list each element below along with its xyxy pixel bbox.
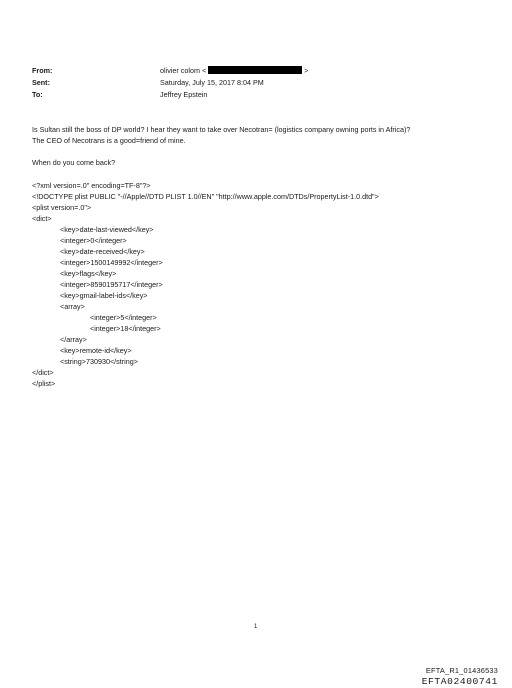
- plist-line: <key>date-last-viewed</key>: [60, 225, 154, 234]
- body-line-1: Is Sultan still the boss of DP world? I hear they want to take over Necotran= (logistics company owning ports in Africa)?: [32, 125, 411, 134]
- plist-line: <!DOCTYPE plist PUBLIC "-//Apple//DTD PLIST 1.0//EN" "http://www.apple.com/DTDs/PropertyList-1.0.dtd">: [32, 192, 379, 201]
- from-label: From:: [32, 66, 53, 75]
- bates-number-primary: EFTA_R1_01436533: [425, 666, 498, 675]
- bates-number-secondary: EFTA02400741: [421, 676, 498, 687]
- body-line-2: The CEO of Necotrans is a good=friend of mine.: [32, 136, 186, 145]
- sent-label: Sent:: [32, 78, 50, 87]
- plist-line: <?xml version=.0" encoding=TF-8"?>: [32, 181, 151, 190]
- plist-line: <integer>5</integer>: [90, 313, 157, 322]
- plist-line: <integer>8590195717</integer>: [60, 280, 163, 289]
- plist-line: <key>date-received</key>: [60, 247, 145, 256]
- to-value: Jeffrey Epstein: [160, 90, 208, 99]
- plist-line: <integer>1500149992</integer>: [60, 258, 163, 267]
- plist-line: <dict>: [32, 214, 52, 223]
- plist-line: <key>remote-id</key>: [60, 346, 132, 355]
- sent-value: Saturday, July 15, 2017 8:04 PM: [160, 78, 264, 87]
- plist-line: <integer>0</integer>: [60, 236, 127, 245]
- plist-line: <string>730930</string>: [60, 357, 138, 366]
- from-name: olivier colom <: [160, 66, 207, 75]
- redaction-block: [208, 66, 302, 74]
- plist-line: </plist>: [32, 379, 56, 388]
- body-line-3: When do you come back?: [32, 158, 116, 167]
- to-label: To:: [32, 90, 43, 99]
- page-number: 1: [254, 624, 258, 630]
- plist-line: <plist version=.0">: [32, 203, 92, 212]
- plist-line: <key>flags</key>: [60, 269, 117, 278]
- plist-line: </array>: [60, 335, 87, 344]
- from-value: [160, 66, 308, 76]
- plist-line: <array>: [60, 302, 85, 311]
- plist-line: </dict>: [32, 368, 54, 377]
- plist-line: <integer>18</integer>: [90, 324, 161, 333]
- plist-line: <key>gmail-label-ids</key>: [60, 291, 148, 300]
- from-suffix: >: [304, 66, 309, 75]
